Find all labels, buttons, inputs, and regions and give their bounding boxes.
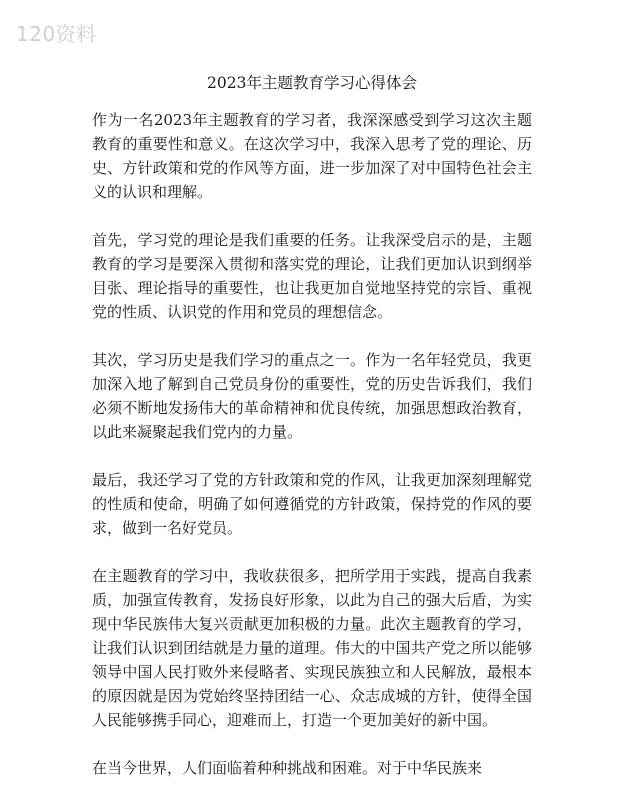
paragraph-history: 其次，学习历史是我们学习的重点之一。作为一名年轻党员，我更加深入地了解到自己党员身份的重要性，党的历史告诉我们，我们必须不断地发扬伟大的革命精神和优良传统，加强思想政治教育，以此来凝聚起我们党内的力量。	[92, 351, 532, 441]
document-page	[92, 72, 532, 780]
paragraph-world: 在当今世界，人们面临着种种挑战和困难。对于中华民族来	[92, 759, 483, 777]
paragraph-intro: 作为一名2023年主题教育的学习者，我深深感受到学习这次主题教育的重要性和意义。在这次学习中，我深入思考了党的理论、历史、方针政策和党的作风等方面，进一步加深了对中国特色社会主义的认识和理解。	[92, 111, 532, 201]
paragraph-theory: 首先，学习党的理论是我们重要的任务。让我深受启示的是，主题教育的学习是要深入贯彻和落实党的理论，让我们更加认识到纲举目张、理论指导的重要性，也让我更加自觉地坚持党的宗旨、重视党的性质、认识党的作用和党员的理想信念。	[92, 231, 532, 321]
document-title: 2023年主题教育学习心得体会	[207, 74, 417, 92]
watermark-logo-text: 120资料	[16, 22, 97, 46]
paragraph-policy: 最后，我还学习了党的方针政策和党的作风，让我更加深刻理解党的性质和使命，明确了如何遵循党的方针政策，保持党的作风的要求，做到一名好党员。	[92, 471, 532, 537]
paragraph-gains: 在主题教育的学习中，我收获很多，把所学用于实践，提高自我素质，加强宣传教育，发扬良好形象，以此为自己的强大后盾，为实现中华民族伟大复兴贡献更加积极的力量。此次主题教育的学习，让我们认识到团结就是力量的道理。伟大的中国共产党之所以能够领导中国人民打败外来侵略者、实现民族独立和人民解放，最根本的原因就是因为党始终坚持团结一心、众志成城的方针，使得全国人民能够携手同心，迎难而上，打造一个更加美好的新中国。	[92, 567, 532, 729]
